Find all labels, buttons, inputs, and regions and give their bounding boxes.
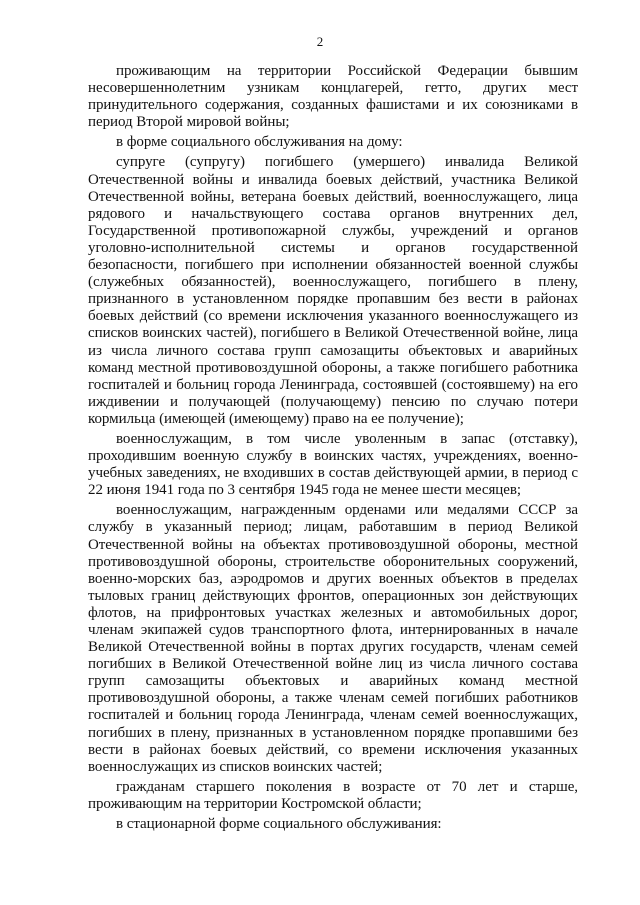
paragraph-elderly-citizens: гражданам старшего поколения в возрасте от 70 лет и старше, проживающим на территории Костромской области; [88,778,578,812]
page-number: 2 [316,34,324,49]
paragraph-servicemen-reserve: военнослужащим, в том числе уволенным в запас (отставку), проходившим военную службу в воинских частях, учреждениях, военно-учебных заведениях, не входивших в состав действующей армии, в период с 22 июня 1941 года по 3 сентября 1945 года не менее шести месяцев; [88,430,578,499]
document-body [88,63,578,836]
paragraph-inpatient-service-heading: в стационарной форме социального обслуживания: [116,816,442,833]
paragraph-spouses-of-deceased: супруге (супругу) погибшего (умершего) инвалида Великой Отечественной войны и инвалида боевых действий, участника Великой Отечественной войны, ветерана боевых действий, военнослужащего, лица рядового и начальствующего состава органов внутренних дел, Государственной противопожарной службы, учреждений и органов уголовно-исполнительной системы и органов государственной безопасности, погибшего при исполнении обязанностей военной службы (служебных обязанностей), военнослужащего, погибшего в плену, признанного в установленном порядке пропавшим без вести в районах боевых действий (со времени исключения указанного военнослужащего из списков воинских частей), погибшего в Великой Отечественной войне, лица из числа личного состава групп самозащиты объектовых и аварийных команд местной противовоздушной обороны, а также погибшего работника госпиталей и больниц города Ленинграда, состоявшей (состоявшему) на его иждивении и получающей (получающему) пенсию по случаю потери кормильца (имеющей (имеющему) право на ее получение); [88,154,578,427]
paragraph-awarded-servicemen: военнослужащим, награжденным орденами или медалями СССР за службу в указанный период; лицам, работавшим в период Великой Отечественной войны на объектах противовоздушной обороны, местной противовоздушной обороны, строительстве оборонительных сооружений, военно-морских баз, аэродромов и других военных объектов в пределах тыловых границ действующих фронтов, операционных зон действующих флотов, на прифронтовых участках железных и автомобильных дорог, членам экипажей судов транспортного флота, интернированных в начале Великой Отечественной войны в портах других государств, членам семей погибших в Великой Отечественной войне лиц из числа личного состава групп самозащиты объектовых и аварийных команд местной противовоздушной обороны, а также членам семей погибших работников госпиталей и больниц города Ленинграда, членам семей военнослужащих, погибших в плену, признанных в установленном порядке пропавшими без вести в районах боевых действий, со времени исключения указанных военнослужащих из списков воинских частей; [88,502,578,775]
paragraph-former-underage-prisoners: проживающим на территории Российской Федерации бывшим несовершеннолетним узникам концлагерей, гетто, других мест принудительного содержания, созданных фашистами и их союзниками в период Второй мировой войны; [88,63,578,131]
paragraph-home-service-heading: в форме социального обслуживания на дому: [116,134,403,151]
